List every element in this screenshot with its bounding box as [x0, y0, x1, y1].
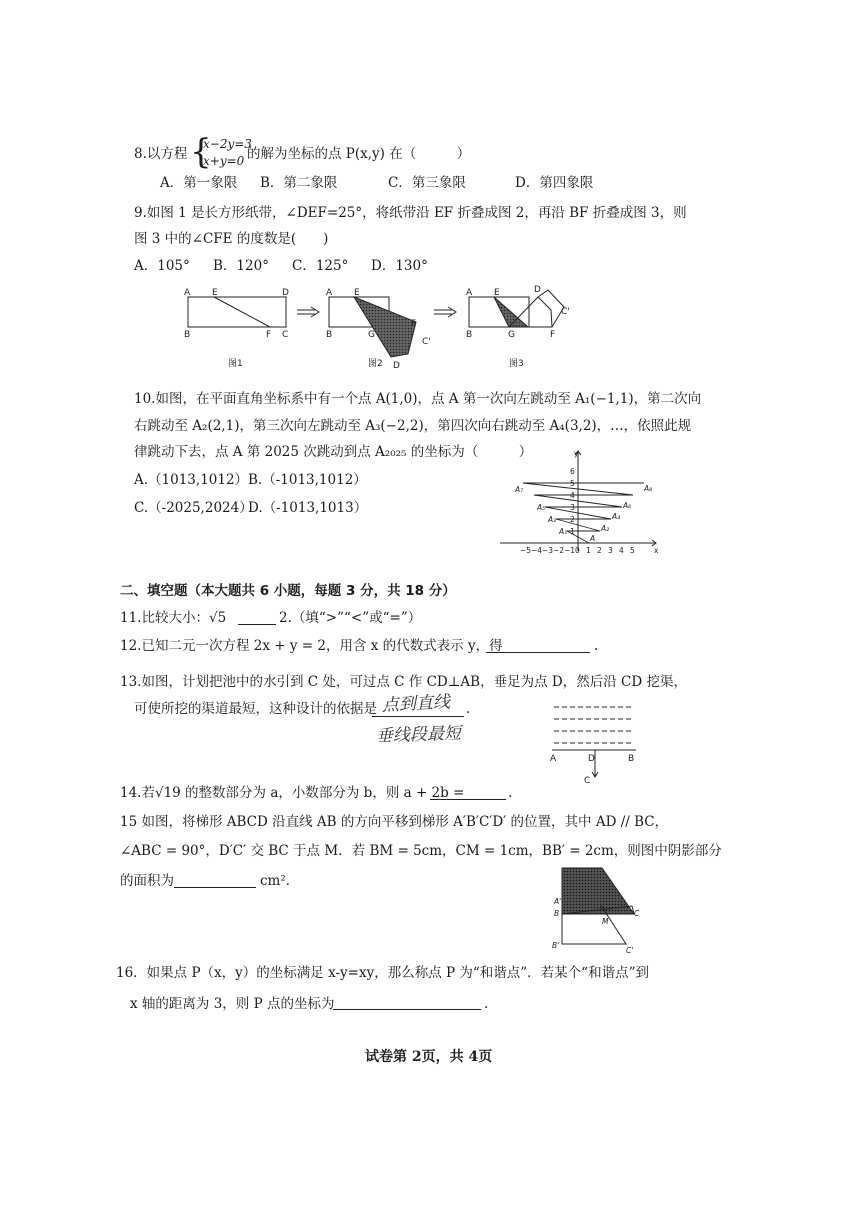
q11-blank[interactable]	[238, 611, 276, 625]
q9-line2: 图 3 中的∠CFE 的度数是( )	[134, 231, 329, 247]
svg-text:E: E	[212, 288, 218, 298]
q12-period: .	[594, 638, 599, 654]
q15-line1: 15 如图，将梯形 ABCD 沿直线 AB 的方向平移到梯形 A′B′C′D′ 的位置，其中 AD // BC，	[120, 814, 669, 830]
q8-option-c: C．第三象限	[388, 175, 466, 191]
q13-line1: 13.如图，计划把池中的水引到 C 处，可过点 C 作 CD⊥AB，垂足为点 D，然后沿 CD 挖渠，	[120, 674, 687, 690]
q10-line1: 10.如图，在平面直角坐标系中有一个点 A(1,0)，点 A 第一次向左跳动至 A₁(−1,1)，第二次向	[134, 391, 702, 407]
q10-y-tick-label: 2	[570, 515, 575, 524]
q10-y-tick-label: 5	[570, 479, 575, 488]
q12-text: 12.已知二元一次方程 2x + y = 2，用含 x 的代数式表示 y，得	[120, 638, 503, 654]
svg-text:E: E	[354, 288, 360, 298]
svg-text:A₂: A₂	[601, 524, 610, 533]
svg-text:A: A	[184, 288, 191, 298]
q15-unit: cm²．	[260, 873, 300, 889]
q9-option-b: B．120°	[213, 258, 269, 274]
svg-text:M: M	[602, 917, 609, 926]
q8-option-a: A．第一象限	[160, 175, 238, 191]
q13-label-a: A	[550, 754, 557, 764]
svg-text:A: A	[466, 288, 473, 298]
q10-x-tick-labels	[520, 546, 635, 555]
q8-eq1: x−2y=3	[203, 137, 252, 151]
q9-arrow-1	[297, 307, 319, 317]
svg-text:E: E	[494, 288, 500, 298]
svg-text:D: D	[282, 288, 289, 298]
svg-text:B: B	[466, 330, 473, 340]
svg-text:B': B'	[552, 941, 560, 950]
q16-period: .	[484, 996, 489, 1012]
q13-pond-figure	[544, 700, 644, 788]
q10-y-tick-label: 1	[570, 527, 575, 536]
svg-text:D: D	[534, 285, 541, 295]
q10-y-tick-label: 6	[570, 467, 575, 476]
svg-text:D: D	[393, 361, 400, 371]
q10-x-tick-label: 2	[597, 546, 602, 555]
svg-text:C': C'	[422, 337, 431, 347]
q10-y-tick-label: 4	[570, 491, 575, 500]
q9-figure-3	[469, 290, 564, 327]
svg-text:B: B	[184, 330, 191, 340]
svg-text:C': C'	[561, 307, 570, 317]
q13-label-c: C	[584, 776, 591, 786]
svg-text:F: F	[411, 319, 417, 329]
q9-option-c: C．125°	[292, 258, 349, 274]
q10-y-tick-label: 3	[570, 503, 575, 512]
q15-line3: 的面积为	[120, 873, 174, 889]
q10-x-tick-label: −1	[564, 546, 576, 555]
svg-text:B: B	[326, 330, 333, 340]
q10-x-tick-label: −2	[553, 546, 565, 555]
q10-coordinate-figure	[498, 447, 663, 559]
q9-option-a: A．105°	[134, 258, 190, 274]
svg-text:C': C'	[626, 946, 634, 955]
q9-figures	[176, 282, 576, 378]
q9-caption-3: 图3	[509, 359, 524, 369]
section2-heading: 二、填空题（本大题共 6 小题，每题 3 分，共 18 分）	[120, 583, 456, 599]
q16-line2: x 轴的距离为 3，则 P 点的坐标为	[130, 996, 335, 1012]
q10-x-tick-label: 5	[630, 546, 635, 555]
q9-figure-2	[329, 297, 416, 357]
svg-text:x: x	[654, 546, 659, 555]
q15-trapezoid-figure	[542, 858, 642, 956]
q15-blank[interactable]	[174, 874, 256, 888]
q13-handwriting-1: 点到直线	[381, 692, 451, 716]
svg-text:A: A	[326, 288, 333, 298]
q13-label-b: B	[628, 754, 635, 764]
q15-line2: ∠ABC = 90°，D′C′ 交 BC 于点 M．若 BM = 5cm，CM = 1cm，BB′ = 2cm，则图中阴影部分	[120, 843, 722, 859]
q10-option-b: B.（-1013,1012）	[248, 472, 367, 488]
q10-x-tick-label: −3	[542, 546, 554, 555]
q16-blank[interactable]	[333, 996, 481, 1010]
q10-x-tick-label: 1	[586, 546, 591, 555]
q8-option-d: D．第四象限	[515, 175, 594, 191]
svg-text:y: y	[574, 449, 579, 458]
svg-text:A₆: A₆	[623, 501, 632, 510]
q8-eq2: x+y=0	[203, 154, 245, 168]
q8-prefix: 8.以方程	[134, 146, 188, 162]
q13-label-d: D	[588, 754, 595, 764]
q9-line1: 9.如图 1 是长方形纸带，∠DEF=25°，将纸带沿 EF 折叠成图 2，再沿 BF 折叠成图 3，则	[134, 205, 687, 221]
q10-option-c: C.（-2025,2024）	[134, 500, 253, 516]
q14-blank[interactable]	[430, 786, 506, 800]
q10-x-tick-label: −4	[531, 546, 543, 555]
q10-x-tick-label: −5	[520, 546, 532, 555]
q12-blank[interactable]	[486, 639, 590, 653]
q10-jump-path	[523, 483, 644, 543]
svg-text:G: G	[508, 330, 515, 340]
svg-text:F: F	[550, 330, 556, 340]
svg-text:C: C	[634, 909, 640, 918]
svg-text:F: F	[266, 330, 272, 340]
q8-option-b: B．第二象限	[260, 175, 338, 191]
q9-arrow-2	[434, 307, 456, 317]
q16-line1: 16．如果点 P（x，y）的坐标满足 x-y=xy，那么称点 P 为“和谐点”．若某个“和谐点”到	[116, 965, 649, 981]
svg-text:G: G	[368, 330, 375, 340]
q13-handwriting-2: 垂线段最短	[375, 723, 462, 747]
svg-text:A₄: A₄	[612, 512, 621, 521]
page-footer: 试卷第 2页，共 4页	[365, 1049, 493, 1065]
q13-handwriting-underline	[372, 716, 464, 717]
q9-figure-1	[188, 297, 286, 327]
svg-text:A': A'	[554, 897, 562, 906]
q11-text-b: 2.（填“>”“<”或“=”）	[279, 610, 422, 626]
svg-text:A₈: A₈	[644, 484, 653, 493]
q9-caption-2: 图2	[368, 359, 383, 369]
q14-text: 14.若√19 的整数部分为 a，小数部分为 b，则 a + 2b =	[120, 785, 465, 801]
q13-line2: 可使所挖的渠道最短，这种设计的依据是	[134, 701, 377, 717]
q10-x-tick-label: 0	[575, 546, 580, 555]
q10-x-tick-label: 4	[619, 546, 624, 555]
svg-text:B: B	[554, 909, 560, 918]
svg-text:A₁: A₁	[559, 527, 568, 536]
q8-brace: {	[190, 132, 212, 172]
q13-period: .	[466, 701, 471, 717]
q9-caption-1: 图1	[228, 359, 243, 369]
q14-period: .	[508, 785, 513, 801]
q11-text-a: 11.比较大小：√5	[120, 610, 227, 626]
q8-suffix: 的解为坐标的点 P(x,y) 在（ ）	[247, 146, 471, 162]
q9-option-d: D．130°	[371, 258, 428, 274]
svg-text:A: A	[590, 534, 596, 543]
q10-option-a: A.（1013,1012）	[134, 472, 249, 488]
q10-line2: 右跳动至 A₂(2,1)，第三次向左跳动至 A₃(−2,2)，第四次向右跳动至 A₄(3,2)，…，依照此规	[134, 418, 692, 434]
svg-text:A₅: A₅	[537, 503, 546, 512]
q10-y-tick-labels	[570, 467, 575, 536]
svg-text:A₃: A₃	[548, 515, 557, 524]
svg-text:A₇: A₇	[515, 485, 524, 494]
q10-x-tick-label: 3	[608, 546, 613, 555]
svg-text:C: C	[282, 330, 289, 340]
q10-line3: 律跳动下去，点 A 第 2025 次跳动到点 A₂₀₂₅ 的坐标为（ ）	[134, 444, 533, 460]
q10-option-d: D.（-1013,1013）	[248, 500, 368, 516]
